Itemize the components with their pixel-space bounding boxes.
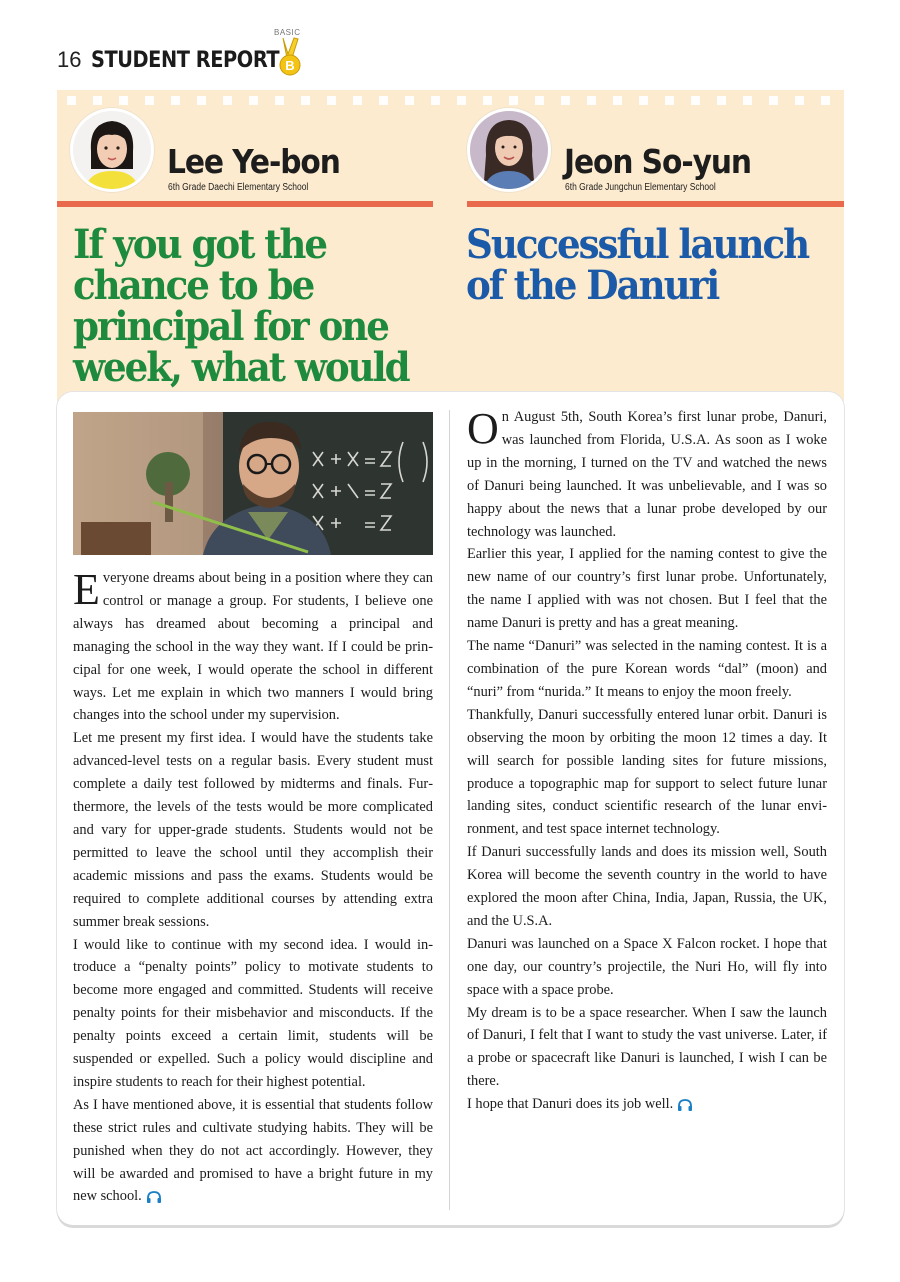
article-paragraph xyxy=(73,1094,433,1209)
page-number: 16 xyxy=(57,47,82,72)
headphones-end-icon xyxy=(677,1098,693,1112)
article-paragraph xyxy=(73,567,433,727)
article-paragraph: Let me present my first idea. I would have the students take advanced-level tests on a regular basis. Every student must complete a daily test followed by midterms and finals. Furthermore, the levels of the tests would be more complicated and vary for upper-grade students. Students would not be permitted to leave the school until they accomplish their academic missions and pass the exams. Students would be required to complete additional courses by attending extra summer break sessions. xyxy=(73,730,433,930)
author-name: Jeon So-yun xyxy=(564,142,751,181)
article-paragraph: My dream is to be a space researcher. When I saw the launch of Danuri, I felt that I want to study the vast universe. Later, if a probe or spacecraft like Danuri is launched, I wish I can be there. xyxy=(467,1004,827,1090)
teacher-photo xyxy=(73,412,433,555)
article-paragraph: Earlier this year, I applied for the naming contest to give the new name of our country’s first lunar probe. Unfortunately, the name I applied with was not chosen. But I feel that the name Danuri is pretty and has a great meaning. xyxy=(467,546,827,632)
column-divider xyxy=(449,410,450,1210)
left-article-body xyxy=(73,567,433,1208)
headphones-end-icon xyxy=(146,1190,162,1204)
avatar-lee-ye-bon xyxy=(70,108,154,192)
left-author-header xyxy=(70,108,435,200)
avatar-jeon-so-yun xyxy=(467,108,551,192)
teacher-chalkboard-image-icon xyxy=(73,412,433,555)
student-portrait-icon xyxy=(470,111,548,189)
paragraph-text: veryone dreams about being in a position where they can control or manage a group. For students, I believe one always has dreamed about becoming a principal and managing the school in the way they want. If I could be principal for one week, I would operate the school in different ways. Let me explain in which two manners I would bring changes into the school under my supervision. xyxy=(73,570,433,724)
badge-label: BASIC xyxy=(274,28,301,37)
article-paragraph: I would like to continue with my second idea. I would introduce a “penalty points” policy to motivate students to become more engaged and committed. Students will receive penalty points for their misbehavior and misconducts. If the penalty points exceed a certain limit, students will be suspended or expelled. Such a policy would discipline and inspire students to reach for their highest potential. xyxy=(73,936,433,1090)
student-portrait-icon xyxy=(73,111,151,189)
left-headline: If you got the chance to be principal for one week, what would xyxy=(73,221,409,391)
victory-hand-icon xyxy=(278,36,306,76)
page-header xyxy=(57,40,305,80)
dropcap: O xyxy=(467,404,499,453)
section-title: STUDENT REPORT xyxy=(91,47,280,73)
article-paragraph xyxy=(467,406,827,543)
left-orange-rule xyxy=(57,201,433,207)
right-article-body xyxy=(467,406,827,1116)
author-name: Lee Ye-bon xyxy=(167,142,340,181)
badge-letter: B xyxy=(285,58,295,73)
author-school: 6th Grade Jungchun Elementary School xyxy=(565,182,716,193)
right-orange-rule xyxy=(467,201,844,207)
author-school: 6th Grade Daechi Elementary School xyxy=(168,182,309,193)
article-paragraph: If Danuri successfully lands and does its mission well, South Korea will become the seventh country in the world to have explored the moon after China, India, Japan, Russia, the UK, and the U.S.A. xyxy=(467,844,827,929)
paragraph-text: As I have mentioned above, it is essential that students follow these strict rules and cultivate studying habits. They will be punished when they do not act accordingly. However, they will be awarded and promised to have a bright future in my new school. xyxy=(73,1096,433,1205)
right-headline: Successful launch of the Danuri xyxy=(466,221,809,309)
article-paragraph xyxy=(467,1093,827,1116)
dropcap: E xyxy=(73,565,100,614)
paragraph-text: I hope that Danuri does its job well. xyxy=(467,1096,674,1113)
article-paragraph: Danuri was launched on a Space X Falcon rocket. I hope that one day, our country’s projectile, the Nuri Ho, will fly into space with a space probe. xyxy=(467,935,827,998)
paragraph-text: n August 5th, South Korea’s first lunar probe, Danuri, was launched from Florida, U.S.A. As soon as I woke up in the morning, I turned on the TV and watched the news of Danuri being launched. It was unbelievable, and I was so happy about the news that a lunar probe developed by our technology was launched. xyxy=(467,409,827,540)
right-author-header xyxy=(467,108,844,200)
basic-badge-icon xyxy=(272,28,306,76)
decorative-dot-row xyxy=(67,96,834,105)
article-paragraph: The name “Danuri” was selected in the naming contest. It is a combination of the pure Korean words “dal” (moon) and “nuri” from “nurida.” It means to enjoy the moon freely. xyxy=(467,638,827,700)
article-paragraph: Thankfully, Danuri successfully entered lunar orbit. Danuri is observing the moon by orbiting the moon 12 times a day. It will search for possible landing sites for future missions, produce a topographic map for support to select future lunar landing sites, conduct scientific research of the lunar environment, and test space internet technology. xyxy=(467,706,827,838)
